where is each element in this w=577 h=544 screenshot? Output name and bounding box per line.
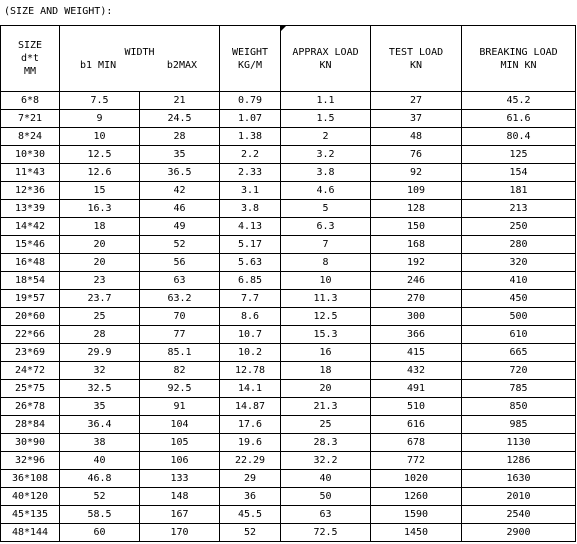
- cell-approx-load: 15.3: [281, 326, 371, 344]
- cell-b1-min: 10: [60, 128, 140, 146]
- cell-b1-min: 23: [60, 272, 140, 290]
- cell-b2-max: 70: [140, 308, 220, 326]
- cell-size: 32*96: [1, 452, 60, 470]
- cell-b1-min: 20: [60, 254, 140, 272]
- cell-size: 20*60: [1, 308, 60, 326]
- cell-breaking-load: 250: [462, 218, 576, 236]
- cell-b2-max: 63: [140, 272, 220, 290]
- cell-approx-load: 2: [281, 128, 371, 146]
- cell-weight: 52: [220, 524, 281, 542]
- header-b2-max: b2MAX: [166, 59, 198, 71]
- cell-weight: 8.6: [220, 308, 281, 326]
- cell-weight: 10.7: [220, 326, 281, 344]
- cell-test-load: 366: [371, 326, 462, 344]
- cell-approx-load: 8: [281, 254, 371, 272]
- cell-breaking-load: 80.4: [462, 128, 576, 146]
- cell-approx-load: 4.6: [281, 182, 371, 200]
- cell-approx-load: 3.8: [281, 164, 371, 182]
- cell-breaking-load: 720: [462, 362, 576, 380]
- cell-test-load: 491: [371, 380, 462, 398]
- cell-size: 15*46: [1, 236, 60, 254]
- cell-test-load: 109: [371, 182, 462, 200]
- cell-weight: 7.7: [220, 290, 281, 308]
- cell-size: 48*144: [1, 524, 60, 542]
- header-size: SIZE d*t MM: [1, 26, 60, 92]
- cell-test-load: 48: [371, 128, 462, 146]
- cell-size: 14*42: [1, 218, 60, 236]
- cell-approx-load: 21.3: [281, 398, 371, 416]
- cell-b2-max: 56: [140, 254, 220, 272]
- cell-breaking-load: 1130: [462, 434, 576, 452]
- cell-size: 30*90: [1, 434, 60, 452]
- cell-size: 11*43: [1, 164, 60, 182]
- cell-b2-max: 82: [140, 362, 220, 380]
- cell-approx-load: 5: [281, 200, 371, 218]
- cell-b1-min: 9: [60, 110, 140, 128]
- header-test-load: TEST LOAD KN: [371, 26, 462, 92]
- cell-approx-load: 6.3: [281, 218, 371, 236]
- cell-weight: 5.17: [220, 236, 281, 254]
- cell-test-load: 128: [371, 200, 462, 218]
- cell-weight: 3.8: [220, 200, 281, 218]
- cell-b2-max: 167: [140, 506, 220, 524]
- cell-size: 28*84: [1, 416, 60, 434]
- table-row: [1, 380, 576, 398]
- cell-test-load: 246: [371, 272, 462, 290]
- cell-approx-load: 1.5: [281, 110, 371, 128]
- cell-b2-max: 36.5: [140, 164, 220, 182]
- table-row: [1, 470, 576, 488]
- cell-weight: 36: [220, 488, 281, 506]
- cell-b2-max: 106: [140, 452, 220, 470]
- cell-test-load: 510: [371, 398, 462, 416]
- cell-b2-max: 91: [140, 398, 220, 416]
- cell-weight: 6.85: [220, 272, 281, 290]
- cell-b1-min: 32: [60, 362, 140, 380]
- cell-test-load: 1260: [371, 488, 462, 506]
- cell-b1-min: 52: [60, 488, 140, 506]
- table-row: [1, 488, 576, 506]
- cell-breaking-load: 610: [462, 326, 576, 344]
- table-row: [1, 92, 576, 110]
- cell-approx-load: 12.5: [281, 308, 371, 326]
- cell-test-load: 300: [371, 308, 462, 326]
- cell-b1-min: 15: [60, 182, 140, 200]
- cell-b1-min: 28: [60, 326, 140, 344]
- cell-breaking-load: 665: [462, 344, 576, 362]
- cell-breaking-load: 125: [462, 146, 576, 164]
- cell-b1-min: 58.5: [60, 506, 140, 524]
- cell-b1-min: 7.5: [60, 92, 140, 110]
- cell-size: 19*57: [1, 290, 60, 308]
- cell-size: 36*108: [1, 470, 60, 488]
- table-row: [1, 452, 576, 470]
- table-row: [1, 164, 576, 182]
- header-width: WIDTH b1 MIN b2MAX: [60, 26, 220, 92]
- cell-breaking-load: 181: [462, 182, 576, 200]
- cell-weight: 5.63: [220, 254, 281, 272]
- header-b1-min: b1 MIN: [80, 59, 117, 71]
- header-row: [1, 26, 576, 92]
- cell-size: 6*8: [1, 92, 60, 110]
- cell-breaking-load: 2540: [462, 506, 576, 524]
- cell-approx-load: 32.2: [281, 452, 371, 470]
- cell-b2-max: 28: [140, 128, 220, 146]
- cell-approx-load: 11.3: [281, 290, 371, 308]
- cell-test-load: 37: [371, 110, 462, 128]
- header-weight: WEIGHT KG/M: [220, 26, 281, 92]
- cell-size: 10*30: [1, 146, 60, 164]
- size-weight-table: [0, 25, 576, 542]
- cell-test-load: 150: [371, 218, 462, 236]
- table-row: [1, 236, 576, 254]
- cell-b1-min: 18: [60, 218, 140, 236]
- cell-size: 24*72: [1, 362, 60, 380]
- cell-breaking-load: 410: [462, 272, 576, 290]
- cell-test-load: 1020: [371, 470, 462, 488]
- cell-approx-load: 50: [281, 488, 371, 506]
- cell-b1-min: 16.3: [60, 200, 140, 218]
- cell-test-load: 192: [371, 254, 462, 272]
- cell-approx-load: 10: [281, 272, 371, 290]
- cell-approx-load: 1.1: [281, 92, 371, 110]
- cell-approx-load: 40: [281, 470, 371, 488]
- cell-approx-load: 18: [281, 362, 371, 380]
- cell-b1-min: 35: [60, 398, 140, 416]
- cell-test-load: 678: [371, 434, 462, 452]
- header-breaking-load: BREAKING LOAD MIN KN: [462, 26, 576, 92]
- table-row: [1, 524, 576, 542]
- cell-b2-max: 92.5: [140, 380, 220, 398]
- cell-approx-load: 16: [281, 344, 371, 362]
- table-row: [1, 308, 576, 326]
- cell-breaking-load: 500: [462, 308, 576, 326]
- cell-breaking-load: 61.6: [462, 110, 576, 128]
- cell-b2-max: 85.1: [140, 344, 220, 362]
- cell-breaking-load: 985: [462, 416, 576, 434]
- cell-breaking-load: 45.2: [462, 92, 576, 110]
- cell-b2-max: 148: [140, 488, 220, 506]
- table-row: [1, 254, 576, 272]
- cell-test-load: 76: [371, 146, 462, 164]
- cell-b2-max: 21: [140, 92, 220, 110]
- cell-weight: 29: [220, 470, 281, 488]
- cell-b2-max: 63.2: [140, 290, 220, 308]
- cell-size: 8*24: [1, 128, 60, 146]
- cell-weight: 45.5: [220, 506, 281, 524]
- cell-test-load: 92: [371, 164, 462, 182]
- cell-breaking-load: 1630: [462, 470, 576, 488]
- cell-size: 25*75: [1, 380, 60, 398]
- cell-breaking-load: 2900: [462, 524, 576, 542]
- cell-b1-min: 38: [60, 434, 140, 452]
- cell-b1-min: 29.9: [60, 344, 140, 362]
- cell-test-load: 1590: [371, 506, 462, 524]
- cell-b1-min: 60: [60, 524, 140, 542]
- table-row: [1, 146, 576, 164]
- table-row: [1, 326, 576, 344]
- cell-approx-load: 7: [281, 236, 371, 254]
- table-row: [1, 362, 576, 380]
- table-row: [1, 416, 576, 434]
- cell-weight: 2.2: [220, 146, 281, 164]
- cell-approx-load: 63: [281, 506, 371, 524]
- cell-test-load: 415: [371, 344, 462, 362]
- cell-weight: 0.79: [220, 92, 281, 110]
- cell-test-load: 616: [371, 416, 462, 434]
- cell-b2-max: 49: [140, 218, 220, 236]
- table-row: [1, 200, 576, 218]
- cell-b1-min: 23.7: [60, 290, 140, 308]
- cell-breaking-load: 785: [462, 380, 576, 398]
- cell-weight: 14.1: [220, 380, 281, 398]
- cell-breaking-load: 320: [462, 254, 576, 272]
- cell-weight: 14.87: [220, 398, 281, 416]
- cell-breaking-load: 154: [462, 164, 576, 182]
- cell-size: 22*66: [1, 326, 60, 344]
- cell-b2-max: 133: [140, 470, 220, 488]
- cell-b2-max: 104: [140, 416, 220, 434]
- table-row: [1, 398, 576, 416]
- cell-b1-min: 32.5: [60, 380, 140, 398]
- cell-b2-max: 35: [140, 146, 220, 164]
- table-row: [1, 434, 576, 452]
- cell-size: 26*78: [1, 398, 60, 416]
- cell-b1-min: 12.6: [60, 164, 140, 182]
- cell-b2-max: 170: [140, 524, 220, 542]
- cell-approx-load: 28.3: [281, 434, 371, 452]
- cell-weight: 19.6: [220, 434, 281, 452]
- cell-test-load: 1450: [371, 524, 462, 542]
- cell-approx-load: 20: [281, 380, 371, 398]
- cell-breaking-load: 850: [462, 398, 576, 416]
- cell-test-load: 772: [371, 452, 462, 470]
- cell-b2-max: 105: [140, 434, 220, 452]
- cell-weight: 2.33: [220, 164, 281, 182]
- cell-b1-min: 25: [60, 308, 140, 326]
- table-row: [1, 110, 576, 128]
- cell-test-load: 270: [371, 290, 462, 308]
- cell-size: 16*48: [1, 254, 60, 272]
- cell-b1-min: 36.4: [60, 416, 140, 434]
- table-row: [1, 344, 576, 362]
- cell-weight: 1.38: [220, 128, 281, 146]
- cell-approx-load: 25: [281, 416, 371, 434]
- cell-weight: 4.13: [220, 218, 281, 236]
- table-row: [1, 272, 576, 290]
- table-body: [1, 92, 576, 542]
- cell-size: 45*135: [1, 506, 60, 524]
- cell-b1-min: 40: [60, 452, 140, 470]
- cell-b1-min: 12.5: [60, 146, 140, 164]
- table-row: [1, 182, 576, 200]
- cell-b2-max: 24.5: [140, 110, 220, 128]
- cell-breaking-load: 1286: [462, 452, 576, 470]
- cell-test-load: 168: [371, 236, 462, 254]
- cell-weight: 1.07: [220, 110, 281, 128]
- cell-breaking-load: 2010: [462, 488, 576, 506]
- table-row: [1, 506, 576, 524]
- table-row: [1, 218, 576, 236]
- cell-b2-max: 52: [140, 236, 220, 254]
- header-approx-load: APPRAX LOAD KN: [281, 26, 371, 92]
- table-caption: (SIZE AND WEIGHT):: [4, 6, 113, 17]
- cell-test-load: 432: [371, 362, 462, 380]
- cell-size: 7*21: [1, 110, 60, 128]
- cell-breaking-load: 280: [462, 236, 576, 254]
- cell-weight: 12.78: [220, 362, 281, 380]
- cell-b2-max: 42: [140, 182, 220, 200]
- cell-size: 40*120: [1, 488, 60, 506]
- cell-b1-min: 20: [60, 236, 140, 254]
- cell-weight: 17.6: [220, 416, 281, 434]
- cell-breaking-load: 450: [462, 290, 576, 308]
- cell-test-load: 27: [371, 92, 462, 110]
- cell-weight: 10.2: [220, 344, 281, 362]
- cell-approx-load: 72.5: [281, 524, 371, 542]
- cell-size: 18*54: [1, 272, 60, 290]
- cell-b2-max: 77: [140, 326, 220, 344]
- cell-size: 12*36: [1, 182, 60, 200]
- table-row: [1, 290, 576, 308]
- cell-size: 23*69: [1, 344, 60, 362]
- cell-weight: 22.29: [220, 452, 281, 470]
- cell-size: 13*39: [1, 200, 60, 218]
- cell-b1-min: 46.8: [60, 470, 140, 488]
- cell-b2-max: 46: [140, 200, 220, 218]
- cell-weight: 3.1: [220, 182, 281, 200]
- cell-breaking-load: 213: [462, 200, 576, 218]
- table-row: [1, 128, 576, 146]
- cell-approx-load: 3.2: [281, 146, 371, 164]
